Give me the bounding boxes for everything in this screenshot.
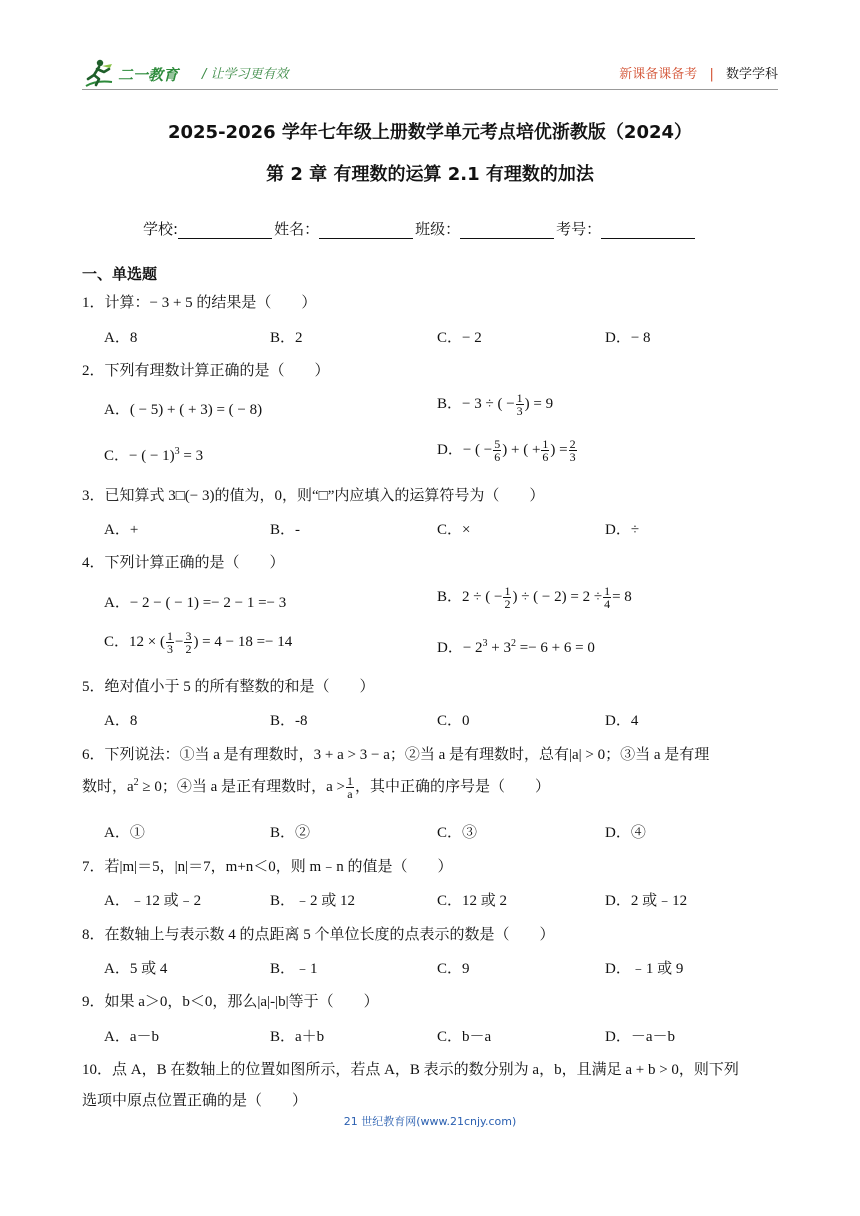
slogan: / 让学习更有效	[202, 67, 289, 82]
question-2-options-row2	[104, 437, 784, 468]
option-b[interactable]: B．﹣1	[270, 961, 318, 977]
school-field[interactable]	[143, 218, 274, 239]
option-a[interactable]: A．①	[104, 825, 145, 841]
question-1: 1．计算：− 3 + 5 的结果是（ ）	[82, 295, 317, 311]
option-a[interactable]: A．﹣12 或﹣2	[104, 893, 202, 909]
option-c[interactable]: C．0	[437, 713, 470, 729]
header-subject-name: 数学学科	[725, 67, 778, 82]
section-title: 一、单选题	[82, 265, 158, 283]
student-info	[143, 218, 697, 239]
question-9-options	[104, 1025, 784, 1049]
option-a[interactable]: A．− 2 − ( − 1) =− 2 − 1 =− 3	[104, 595, 287, 611]
number-label: 考号：	[556, 220, 602, 238]
class-blank[interactable]	[460, 221, 554, 239]
question-7: 7．若|m|＝5，|n|＝7，m+n＜0，则 m﹣n 的值是（ ）	[82, 859, 453, 875]
school-blank[interactable]	[178, 221, 272, 239]
option-d[interactable]: D．4	[605, 713, 639, 729]
option-c[interactable]: C．12 × ( $\frac{1}{3}$ − $\frac{3}{2}$ ) = 4 − 18 =− 14	[104, 629, 293, 657]
option-b[interactable]: B．− 3 ÷ ( − $\frac{1}{3}$ ) = 9	[437, 391, 554, 419]
option-d[interactable]: D．− ( − $\frac{5}{6}$ ) + ( + $\frac{1}{6}$ ) = $\frac{2}{3}$	[437, 437, 576, 465]
name-blank[interactable]	[319, 221, 413, 239]
number-field[interactable]	[556, 218, 697, 239]
question-6-options	[104, 821, 784, 845]
logo	[82, 58, 192, 90]
question-9: 9．如果 a＞0，b＜0，那么|a|-|b|等于（ ）	[82, 994, 379, 1010]
question-4-options-row1	[104, 584, 784, 615]
option-c[interactable]: C．b－a	[437, 1029, 492, 1045]
option-a[interactable]: A．8	[104, 330, 138, 346]
question-4-options-row2	[104, 629, 784, 660]
question-1-options	[104, 326, 784, 350]
class-field[interactable]	[415, 218, 556, 239]
option-b[interactable]: B．2 ÷ ( − $\frac{1}{2}$ ) ÷ ( − 2) = 2 ÷ $\frac{1}{4}$ = 8	[437, 584, 632, 612]
option-d[interactable]: D．④	[605, 825, 646, 841]
option-b[interactable]: B．-8	[270, 713, 308, 729]
option-b[interactable]: B．-	[270, 522, 301, 538]
option-d[interactable]: D．2 或﹣12	[605, 893, 688, 909]
option-b[interactable]: B．②	[270, 825, 311, 841]
name-label: 姓名：	[274, 220, 320, 238]
option-c[interactable]: C．③	[437, 825, 478, 841]
question-10-line1: 10．点 A，B 在数轴上的位置如图所示，若点 A，B 表示的数分别为 a，b，且满足 a + b > 0，则下列	[82, 1062, 739, 1078]
question-5-options	[104, 709, 784, 733]
school-label: 学校:	[143, 220, 179, 238]
option-b[interactable]: B．﹣2 或 12	[270, 893, 356, 909]
page-title: 2025-2026 学年七年级上册数学单元考点培优浙教版（2024）	[167, 122, 693, 143]
chapter-title: 第 2 章 有理数的运算 2.1 有理数的加法	[266, 164, 594, 185]
option-d[interactable]: D．÷	[605, 522, 640, 538]
option-c[interactable]: C．− 2	[437, 330, 482, 346]
header-separator: |	[709, 67, 714, 82]
class-label: 班级：	[415, 220, 461, 238]
question-2: 2．下列有理数计算正确的是（ ）	[82, 363, 330, 379]
page-header	[82, 58, 778, 90]
header-subject	[619, 63, 778, 82]
logo-text: 二一教育	[118, 66, 179, 84]
option-d[interactable]: D．﹣1 或 9	[605, 961, 684, 977]
option-c[interactable]: C．− ( − 1)$^3$ = 3	[104, 446, 204, 464]
option-c[interactable]: C．9	[437, 961, 470, 977]
question-4: 4．下列计算正确的是（ ）	[82, 555, 285, 571]
option-d[interactable]: D．− $2^3 + 3^2 =- 6 + 6 = 0$	[437, 638, 595, 656]
page-footer: 21 世纪教育网(www.21cnjy.com)	[343, 1115, 517, 1128]
option-a[interactable]: A．+	[104, 522, 139, 538]
question-3: 3．已知算式 3□(− 3)的值为，0，则“□”内应填入的运算符号为（ ）	[82, 488, 545, 504]
question-10-line2: 选项中原点位置正确的是（ ）	[82, 1093, 308, 1109]
question-8-options	[104, 957, 784, 981]
question-2-options-row1	[104, 391, 784, 422]
option-a[interactable]: A．( − 5) + ( + 3) = ( − 8)	[104, 402, 263, 418]
option-c[interactable]: C．×	[437, 522, 471, 538]
header-divider	[82, 89, 778, 90]
option-a[interactable]: A．a－b	[104, 1029, 159, 1045]
header-tag: 新课备课备考	[619, 67, 698, 82]
option-b[interactable]: B．2	[270, 330, 303, 346]
question-3-options	[104, 518, 784, 542]
option-a[interactable]: A．8	[104, 713, 138, 729]
option-c[interactable]: C．12 或 2	[437, 893, 508, 909]
question-8: 8．在数轴上与表示数 4 的点距离 5 个单位长度的点表示的数是（ ）	[82, 927, 555, 943]
name-field[interactable]	[274, 218, 415, 239]
number-blank[interactable]	[601, 221, 695, 239]
question-6-line2: 数时，$a^2 \ge 0$；④当 a 是正有理数时，a > $\frac{1}{a}$ ，其中正确的序号是（ ）	[82, 774, 550, 802]
option-d[interactable]: D．− 8	[605, 330, 651, 346]
question-6-line1: 6．下列说法：①当 a 是有理数时，3 + a > 3 − a；②当 a 是有理数时，总有|a| > 0；③当 a 是有理	[82, 747, 710, 763]
question-7-options	[104, 889, 784, 913]
option-b[interactable]: B．a＋b	[270, 1029, 325, 1045]
option-a[interactable]: A．5 或 4	[104, 961, 168, 977]
runner-logo-icon	[82, 58, 116, 90]
option-d[interactable]: D．－a－b	[605, 1029, 675, 1045]
question-5: 5．绝对值小于 5 的所有整数的和是（ ）	[82, 679, 375, 695]
